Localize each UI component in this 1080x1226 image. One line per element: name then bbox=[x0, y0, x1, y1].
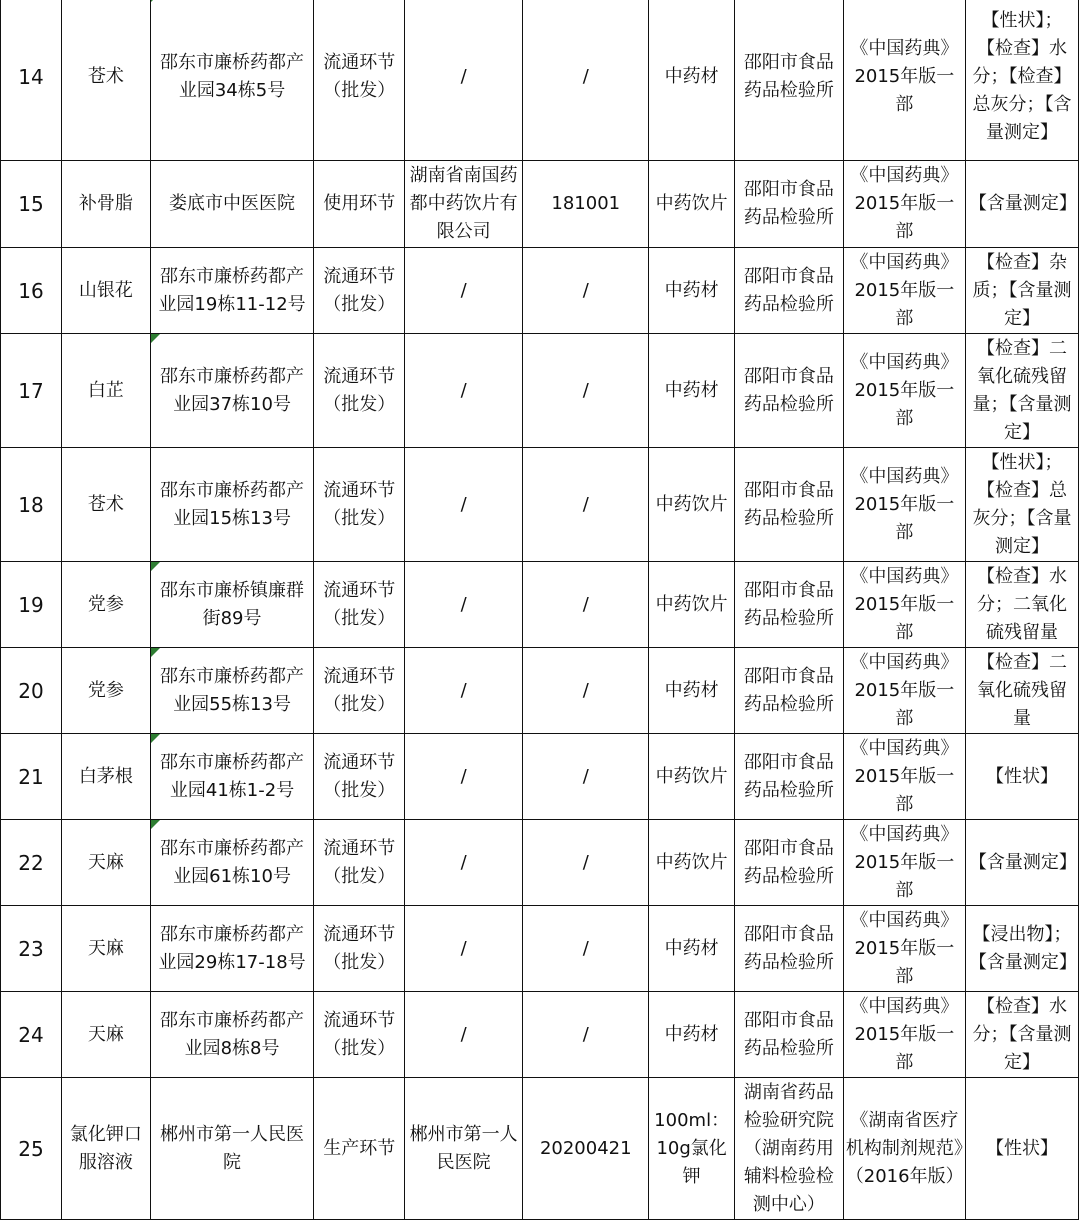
inspection-items-cell bbox=[965, 1078, 1078, 1220]
drug-category-text: 100ml：10g氯化钾 bbox=[654, 1109, 730, 1187]
row-number-text: 14 bbox=[18, 64, 44, 89]
batch-number-cell bbox=[523, 562, 649, 648]
drug-category-text: 中药材 bbox=[664, 379, 719, 401]
inspection-standard-cell bbox=[843, 734, 965, 820]
sampled-unit-text: 邵东市廉桥药都产业园15栋13号 bbox=[160, 479, 305, 529]
drug-name-cell bbox=[62, 734, 151, 820]
sampling-stage-text: 流通环节（批发） bbox=[323, 1009, 396, 1059]
drug-category-cell bbox=[649, 992, 735, 1078]
inspection-agency-text: 邵阳市食品药品检验所 bbox=[743, 579, 834, 629]
row-number-text: 21 bbox=[18, 764, 44, 789]
drug-name-cell bbox=[62, 0, 151, 161]
inspection-agency-cell bbox=[734, 906, 843, 992]
drug-category-cell bbox=[649, 562, 735, 648]
row-number-cell bbox=[1, 1078, 62, 1220]
drug-name-text: 天麻 bbox=[87, 851, 124, 873]
manufacturer-text: / bbox=[460, 593, 467, 615]
manufacturer-cell bbox=[405, 734, 523, 820]
drug-name-cell bbox=[62, 648, 151, 734]
row-number-text: 15 bbox=[18, 192, 44, 216]
table-row bbox=[1, 992, 1079, 1078]
drug-category-cell bbox=[649, 1078, 735, 1220]
manufacturer-text: / bbox=[460, 279, 467, 301]
batch-number-text: / bbox=[582, 1023, 589, 1045]
inspection-standard-cell bbox=[843, 248, 965, 334]
manufacturer-cell bbox=[405, 161, 523, 248]
sampled-unit-cell bbox=[150, 1078, 314, 1220]
sampled-unit-cell bbox=[150, 562, 314, 648]
batch-number-text: / bbox=[582, 765, 589, 787]
sampling-stage-text: 流通环节（批发） bbox=[323, 51, 396, 101]
drug-category-text: 中药饮片 bbox=[655, 851, 728, 873]
drug-name-text: 苍术 bbox=[87, 493, 124, 515]
batch-number-text: / bbox=[582, 493, 589, 515]
table-row bbox=[1, 820, 1079, 906]
drug-category-cell bbox=[649, 248, 735, 334]
sampled-unit-text: 郴州市第一人民医院 bbox=[160, 1123, 305, 1173]
drug-name-text: 苍术 bbox=[87, 65, 124, 87]
sampled-unit-text: 娄底市中医医院 bbox=[169, 193, 296, 214]
batch-number-cell bbox=[523, 734, 649, 820]
sampled-unit-text: 邵东市廉桥药都产业园8栋8号 bbox=[160, 1009, 305, 1059]
inspection-agency-text: 邵阳市食品药品检验所 bbox=[743, 837, 834, 887]
row-number-cell bbox=[1, 648, 62, 734]
batch-number-text: / bbox=[582, 379, 589, 401]
drug-name-cell bbox=[62, 992, 151, 1078]
manufacturer-text: / bbox=[460, 937, 467, 959]
manufacturer-text: / bbox=[460, 379, 467, 401]
inspection-standard-text: 《中国药典》2015年版一部 bbox=[850, 909, 959, 987]
table-body bbox=[1, 0, 1079, 1220]
sampled-unit-text: 邵东市廉桥药都产业园37栋10号 bbox=[160, 365, 305, 415]
inspection-standard-text: 《湖南省医疗机构制剂规范》（2016年版） bbox=[845, 1109, 964, 1187]
sampling-stage-cell bbox=[314, 1078, 405, 1220]
drug-category-cell bbox=[649, 734, 735, 820]
manufacturer-cell bbox=[405, 820, 523, 906]
manufacturer-cell bbox=[405, 1078, 523, 1220]
drug-category-text: 中药材 bbox=[664, 1023, 719, 1045]
cell-comment-marker bbox=[151, 734, 160, 743]
inspection-standard-cell bbox=[843, 906, 965, 992]
row-number-cell bbox=[1, 820, 62, 906]
sampled-unit-cell bbox=[150, 334, 314, 448]
row-number-cell bbox=[1, 248, 62, 334]
inspection-standard-text: 《中国药典》2015年版一部 bbox=[850, 251, 959, 329]
inspection-items-text: 【检查】二氧化硫残留量 bbox=[976, 651, 1067, 729]
batch-number-text: / bbox=[582, 279, 589, 301]
inspection-items-text: 【性状】 bbox=[985, 765, 1058, 787]
inspection-agency-cell bbox=[734, 992, 843, 1078]
inspection-agency-text: 湖南省药品检验研究院（湖南药用辅料检验检测中心） bbox=[743, 1081, 834, 1215]
sampled-unit-text: 邵东市廉桥药都产业园61栋10号 bbox=[160, 837, 305, 887]
row-number-cell bbox=[1, 562, 62, 648]
inspection-agency-cell bbox=[734, 820, 843, 906]
manufacturer-text: 郴州市第一人民医院 bbox=[409, 1123, 518, 1173]
sampled-unit-cell bbox=[150, 448, 314, 562]
table-row bbox=[1, 648, 1079, 734]
sampling-stage-cell bbox=[314, 161, 405, 248]
batch-number-text: / bbox=[582, 593, 589, 615]
inspection-agency-text: 邵阳市食品药品检验所 bbox=[743, 265, 834, 315]
manufacturer-cell bbox=[405, 648, 523, 734]
inspection-standard-cell bbox=[843, 562, 965, 648]
sampled-unit-cell bbox=[150, 0, 314, 161]
inspection-items-text: 【含量测定】 bbox=[968, 193, 1077, 214]
table-row bbox=[1, 0, 1079, 161]
manufacturer-cell bbox=[405, 562, 523, 648]
drug-name-text: 氯化钾口服溶液 bbox=[69, 1123, 142, 1173]
batch-number-cell bbox=[523, 248, 649, 334]
sampling-stage-cell bbox=[314, 906, 405, 992]
sampled-unit-text: 邵东市廉桥药都产业园29栋17-18号 bbox=[158, 923, 306, 973]
drug-category-text: 中药材 bbox=[664, 937, 719, 959]
sampling-stage-cell bbox=[314, 648, 405, 734]
manufacturer-cell bbox=[405, 448, 523, 562]
drug-category-cell bbox=[649, 820, 735, 906]
inspection-standard-text: 《中国药典》2015年版一部 bbox=[850, 995, 959, 1073]
inspection-items-text: 【检查】杂质；【含量测定】 bbox=[972, 251, 1072, 329]
sampling-stage-text: 使用环节 bbox=[323, 193, 396, 214]
drug-category-cell bbox=[649, 334, 735, 448]
inspection-items-cell bbox=[965, 906, 1078, 992]
cell-comment-marker bbox=[151, 648, 160, 657]
drug-name-text: 党参 bbox=[87, 679, 124, 701]
row-number-cell bbox=[1, 448, 62, 562]
table-row bbox=[1, 734, 1079, 820]
inspection-items-text: 【检查】二氧化硫残留量；【含量测定】 bbox=[972, 337, 1072, 443]
row-number-cell bbox=[1, 992, 62, 1078]
batch-number-text: / bbox=[582, 937, 589, 959]
sampling-stage-text: 流通环节（批发） bbox=[323, 579, 396, 629]
manufacturer-text: / bbox=[460, 851, 467, 873]
inspection-standard-text: 《中国药典》2015年版一部 bbox=[850, 351, 959, 429]
inspection-standard-cell bbox=[843, 1078, 965, 1220]
inspection-agency-cell bbox=[734, 734, 843, 820]
drug-name-cell bbox=[62, 1078, 151, 1220]
batch-number-text: / bbox=[582, 65, 589, 87]
cell-comment-marker bbox=[151, 562, 160, 571]
drug-name-text: 补骨脂 bbox=[78, 193, 133, 214]
inspection-standard-text: 《中国药典》2015年版一部 bbox=[850, 37, 959, 115]
inspection-items-text: 【检查】水分；二氧化硫残留量 bbox=[976, 565, 1067, 643]
inspection-standard-cell bbox=[843, 0, 965, 161]
batch-number-cell bbox=[523, 0, 649, 161]
drug-category-text: 中药饮片 bbox=[655, 593, 728, 615]
drug-category-cell bbox=[649, 161, 735, 248]
drug-name-text: 天麻 bbox=[87, 1023, 124, 1045]
sampled-unit-text: 邵东市廉桥药都产业园41栋1-2号 bbox=[160, 751, 305, 801]
drug-name-text: 白芷 bbox=[87, 379, 124, 401]
inspection-standard-cell bbox=[843, 648, 965, 734]
table-row bbox=[1, 334, 1079, 448]
sampled-unit-text: 邵东市廉桥药都产业园55栋13号 bbox=[160, 665, 305, 715]
inspection-items-text: 【检查】水分；【含量测定】 bbox=[972, 995, 1072, 1073]
inspection-standard-cell bbox=[843, 161, 965, 248]
table-row bbox=[1, 562, 1079, 648]
drug-name-cell bbox=[62, 248, 151, 334]
sampling-stage-text: 流通环节（批发） bbox=[323, 923, 396, 973]
inspection-items-cell bbox=[965, 0, 1078, 161]
drug-name-cell bbox=[62, 906, 151, 992]
inspection-standard-text: 《中国药典》2015年版一部 bbox=[850, 465, 959, 543]
drug-category-cell bbox=[649, 648, 735, 734]
drug-name-text: 白茅根 bbox=[78, 765, 133, 787]
table-row bbox=[1, 1078, 1079, 1220]
manufacturer-text: / bbox=[460, 65, 467, 87]
cell-comment-marker bbox=[151, 0, 160, 2]
sampled-unit-cell bbox=[150, 161, 314, 248]
drug-name-cell bbox=[62, 334, 151, 448]
sampled-unit-cell bbox=[150, 820, 314, 906]
manufacturer-cell bbox=[405, 334, 523, 448]
inspection-standard-cell bbox=[843, 992, 965, 1078]
batch-number-cell bbox=[523, 820, 649, 906]
inspection-items-cell bbox=[965, 334, 1078, 448]
row-number-text: 20 bbox=[18, 678, 44, 703]
inspection-standard-text: 《中国药典》2015年版一部 bbox=[850, 565, 959, 643]
manufacturer-text: 湖南省南国药都中药饮片有限公司 bbox=[409, 165, 518, 242]
sampling-stage-text: 流通环节（批发） bbox=[323, 665, 396, 715]
cell-comment-marker bbox=[151, 334, 160, 343]
sampled-unit-cell bbox=[150, 648, 314, 734]
inspection-agency-cell bbox=[734, 648, 843, 734]
batch-number-cell bbox=[523, 1078, 649, 1220]
drug-name-text: 山银花 bbox=[78, 279, 133, 301]
row-number-text: 16 bbox=[18, 278, 44, 303]
sampling-stage-text: 生产环节 bbox=[323, 1137, 396, 1159]
sampled-unit-cell bbox=[150, 906, 314, 992]
row-number-text: 18 bbox=[18, 492, 44, 517]
batch-number-text: 20200421 bbox=[539, 1137, 632, 1159]
drug-category-text: 中药饮片 bbox=[655, 765, 728, 787]
drug-category-text: 中药材 bbox=[664, 279, 719, 301]
batch-number-cell bbox=[523, 906, 649, 992]
inspection-standard-cell bbox=[843, 820, 965, 906]
sampling-stage-cell bbox=[314, 0, 405, 161]
row-number-cell bbox=[1, 0, 62, 161]
drug-category-cell bbox=[649, 906, 735, 992]
manufacturer-cell bbox=[405, 906, 523, 992]
sampling-stage-text: 流通环节（批发） bbox=[323, 365, 396, 415]
inspection-standard-text: 《中国药典》2015年版一部 bbox=[850, 651, 959, 729]
sampled-unit-text: 邵东市廉桥药都产业园19栋11-12号 bbox=[158, 265, 306, 315]
sampled-unit-text: 邵东市廉桥药都产业园34栋5号 bbox=[160, 51, 305, 101]
manufacturer-cell bbox=[405, 992, 523, 1078]
inspection-agency-text: 邵阳市食品药品检验所 bbox=[743, 923, 834, 973]
manufacturer-text: / bbox=[460, 1023, 467, 1045]
inspection-standard-text: 《中国药典》2015年版一部 bbox=[850, 737, 959, 815]
inspection-standard-cell bbox=[843, 334, 965, 448]
row-number-cell bbox=[1, 334, 62, 448]
drug-category-cell bbox=[649, 0, 735, 161]
inspection-agency-text: 邵阳市食品药品检验所 bbox=[743, 751, 834, 801]
sampling-stage-text: 流通环节（批发） bbox=[323, 479, 396, 529]
batch-number-cell bbox=[523, 648, 649, 734]
manufacturer-text: / bbox=[460, 765, 467, 787]
table-row bbox=[1, 448, 1079, 562]
drug-category-text: 中药材 bbox=[664, 65, 719, 87]
manufacturer-cell bbox=[405, 0, 523, 161]
inspection-items-cell bbox=[965, 562, 1078, 648]
cell-comment-marker bbox=[151, 820, 160, 829]
row-number-cell bbox=[1, 906, 62, 992]
inspection-agency-text: 邵阳市食品药品检验所 bbox=[743, 479, 834, 529]
sampling-stage-cell bbox=[314, 562, 405, 648]
drug-name-text: 天麻 bbox=[87, 937, 124, 959]
sampling-stage-text: 流通环节（批发） bbox=[323, 751, 396, 801]
row-number-text: 24 bbox=[18, 1022, 44, 1047]
inspection-standard-text: 《中国药典》2015年版一部 bbox=[850, 165, 959, 242]
row-number-text: 22 bbox=[18, 850, 44, 875]
table-row bbox=[1, 248, 1079, 334]
sampled-unit-cell bbox=[150, 992, 314, 1078]
drug-category-text: 中药材 bbox=[664, 679, 719, 701]
inspection-agency-cell bbox=[734, 1078, 843, 1220]
inspection-agency-text: 邵阳市食品药品检验所 bbox=[743, 365, 834, 415]
manufacturer-text: / bbox=[460, 493, 467, 515]
table-row bbox=[1, 906, 1079, 992]
row-number-text: 19 bbox=[18, 592, 44, 617]
sampled-unit-cell bbox=[150, 734, 314, 820]
inspection-items-text: 【性状】；【检查】水分；【检查】总灰分；【含量测定】 bbox=[972, 9, 1072, 143]
inspection-agency-cell bbox=[734, 248, 843, 334]
drug-category-text: 中药饮片 bbox=[655, 193, 728, 214]
row-number-text: 17 bbox=[18, 378, 44, 403]
inspection-items-cell bbox=[965, 248, 1078, 334]
inspection-agency-text: 邵阳市食品药品检验所 bbox=[743, 179, 834, 228]
inspection-items-text: 【浸出物】；【含量测定】 bbox=[968, 923, 1077, 973]
inspection-agency-cell bbox=[734, 0, 843, 161]
row-number-cell bbox=[1, 734, 62, 820]
row-number-cell bbox=[1, 161, 62, 248]
inspection-items-cell bbox=[965, 820, 1078, 906]
inspection-agency-text: 邵阳市食品药品检验所 bbox=[743, 1009, 834, 1059]
inspection-agency-cell bbox=[734, 448, 843, 562]
batch-number-text: / bbox=[582, 851, 589, 873]
batch-number-cell bbox=[523, 161, 649, 248]
drug-name-cell bbox=[62, 820, 151, 906]
table-row bbox=[1, 161, 1079, 248]
drug-name-text: 党参 bbox=[87, 593, 124, 615]
inspection-agency-text: 邵阳市食品药品检验所 bbox=[743, 51, 834, 101]
sampling-stage-cell bbox=[314, 820, 405, 906]
drug-category-text: 中药饮片 bbox=[655, 493, 728, 515]
sampling-stage-cell bbox=[314, 992, 405, 1078]
sampling-stage-text: 流通环节（批发） bbox=[323, 265, 396, 315]
manufacturer-text: / bbox=[460, 679, 467, 701]
drug-category-cell bbox=[649, 448, 735, 562]
row-number-text: 23 bbox=[18, 936, 44, 961]
batch-number-text: 181001 bbox=[551, 193, 621, 214]
inspection-items-cell bbox=[965, 648, 1078, 734]
inspection-standard-cell bbox=[843, 448, 965, 562]
inspection-agency-cell bbox=[734, 161, 843, 248]
inspection-items-text: 【含量测定】 bbox=[968, 851, 1077, 873]
inspection-agency-text: 邵阳市食品药品检验所 bbox=[743, 665, 834, 715]
drug-name-cell bbox=[62, 562, 151, 648]
batch-number-cell bbox=[523, 448, 649, 562]
inspection-items-cell bbox=[965, 734, 1078, 820]
batch-number-cell bbox=[523, 992, 649, 1078]
inspection-agency-cell bbox=[734, 334, 843, 448]
sampling-stage-cell bbox=[314, 734, 405, 820]
sampling-stage-cell bbox=[314, 248, 405, 334]
sampling-stage-text: 流通环节（批发） bbox=[323, 837, 396, 887]
drug-name-cell bbox=[62, 161, 151, 248]
sampled-unit-cell bbox=[150, 248, 314, 334]
manufacturer-cell bbox=[405, 248, 523, 334]
batch-number-cell bbox=[523, 334, 649, 448]
batch-number-text: / bbox=[582, 679, 589, 701]
sampled-unit-text: 邵东市廉桥镇廉群街89号 bbox=[160, 579, 305, 629]
inspection-standard-text: 《中国药典》2015年版一部 bbox=[850, 823, 959, 901]
inspection-items-text: 【性状】 bbox=[985, 1137, 1058, 1159]
sampling-stage-cell bbox=[314, 334, 405, 448]
sampling-stage-cell bbox=[314, 448, 405, 562]
row-number-text: 25 bbox=[18, 1136, 44, 1161]
inspection-items-cell bbox=[965, 161, 1078, 248]
inspection-items-cell bbox=[965, 448, 1078, 562]
inspection-agency-cell bbox=[734, 562, 843, 648]
inspection-items-cell bbox=[965, 992, 1078, 1078]
inspection-items-text: 【性状】；【检查】总灰分；【含量测定】 bbox=[972, 451, 1072, 557]
drug-name-cell bbox=[62, 448, 151, 562]
